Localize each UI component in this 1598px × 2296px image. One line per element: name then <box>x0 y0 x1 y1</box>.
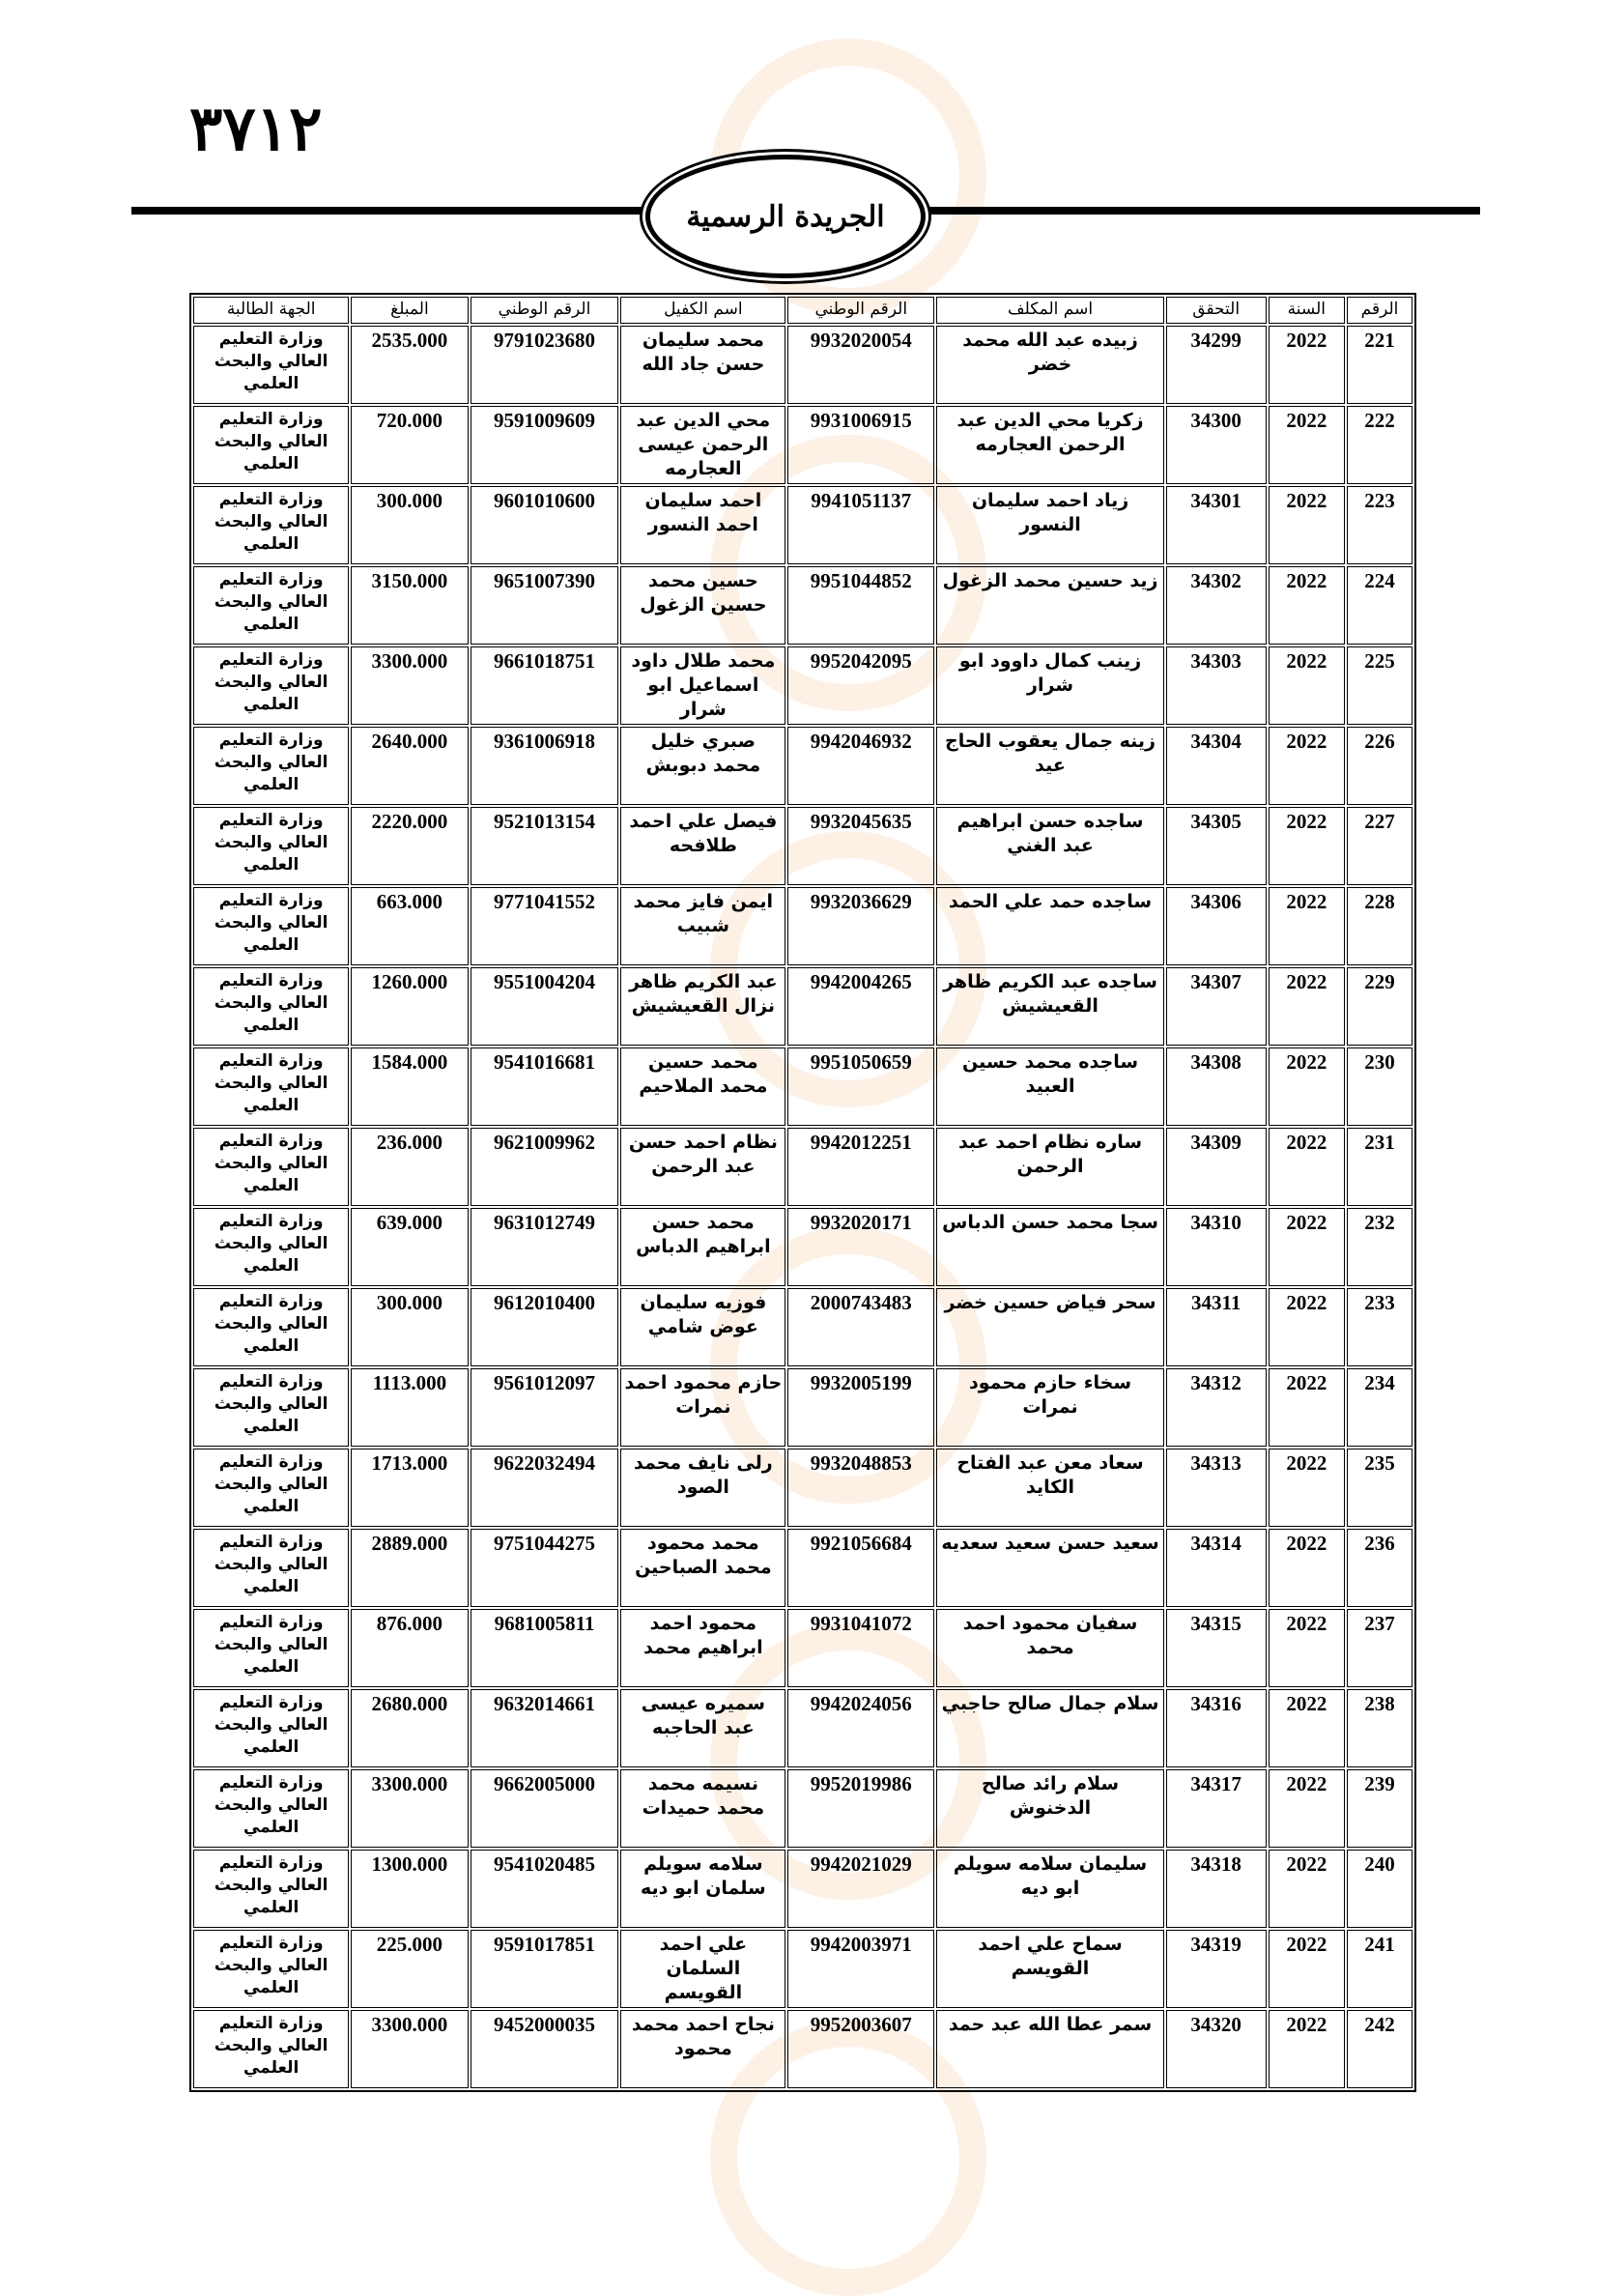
cell-guarantor-name: محمد طلال داود اسماعيل ابو شرار <box>620 646 785 725</box>
table-row <box>193 1128 1413 1206</box>
table-row <box>193 566 1413 645</box>
cell-guarantor-national-id: 9622032494 <box>471 1449 619 1527</box>
cell-year: 2022 <box>1269 406 1346 484</box>
cell-requesting-entity: وزارة التعليم العالي والبحث العلمي <box>193 1449 349 1527</box>
cell-row-number: 227 <box>1347 807 1413 885</box>
cell-debtor-name: ساجده حمد علي الحمد <box>936 887 1164 965</box>
cell-year: 2022 <box>1269 1850 1346 1928</box>
cell-year: 2022 <box>1269 486 1346 564</box>
cell-guarantor-name: رلى نايف محمد الصود <box>620 1449 785 1527</box>
cell-debtor-name: زياد احمد سليمان النسور <box>936 486 1164 564</box>
cell-row-number: 222 <box>1347 406 1413 484</box>
cell-verification: 34320 <box>1166 2010 1267 2088</box>
cell-year: 2022 <box>1269 566 1346 645</box>
cell-debtor-name: زيد حسين محمد الزغول <box>936 566 1164 645</box>
cell-row-number: 232 <box>1347 1208 1413 1286</box>
cell-verification: 34309 <box>1166 1128 1267 1206</box>
cell-debtor-name: ساجده محمد حسين العبيد <box>936 1048 1164 1126</box>
header-guarantor-name: اسم الكفيل <box>620 297 785 324</box>
cell-guarantor-national-id: 9591009609 <box>471 406 619 484</box>
cell-row-number: 231 <box>1347 1128 1413 1206</box>
cell-requesting-entity: وزارة التعليم العالي والبحث العلمي <box>193 1529 349 1607</box>
header-year: السنة <box>1269 297 1346 324</box>
cell-debtor-national-id: 9951044852 <box>787 566 934 645</box>
cell-debtor-name: سليمان سلامه سويلم ابو ديه <box>936 1850 1164 1928</box>
cell-debtor-name: سلام رائد صالح الدخنوش <box>936 1769 1164 1848</box>
cell-guarantor-national-id: 9551004204 <box>471 967 619 1046</box>
cell-verification: 34305 <box>1166 807 1267 885</box>
cell-guarantor-national-id: 9771041552 <box>471 887 619 965</box>
cell-debtor-name: زينه جمال يعقوب الحاج عيد <box>936 727 1164 805</box>
cell-amount: 300.000 <box>351 1288 468 1366</box>
cell-debtor-national-id: 9942024056 <box>787 1689 934 1767</box>
cell-row-number: 236 <box>1347 1529 1413 1607</box>
cell-requesting-entity: وزارة التعليم العالي والبحث العلمي <box>193 1208 349 1286</box>
cell-amount: 720.000 <box>351 406 468 484</box>
cell-debtor-national-id: 9932036629 <box>787 887 934 965</box>
cell-year: 2022 <box>1269 1208 1346 1286</box>
cell-verification: 34299 <box>1166 326 1267 404</box>
cell-row-number: 241 <box>1347 1930 1413 2008</box>
cell-amount: 1713.000 <box>351 1449 468 1527</box>
cell-guarantor-name: صبري خليل محمد دبوبش <box>620 727 785 805</box>
cell-guarantor-name: محمد حسين محمد الملاحيم <box>620 1048 785 1126</box>
cell-year: 2022 <box>1269 1769 1346 1848</box>
cell-year: 2022 <box>1269 1689 1346 1767</box>
cell-debtor-name: سفيان محمود احمد محمد <box>936 1609 1164 1687</box>
cell-guarantor-national-id: 9791023680 <box>471 326 619 404</box>
cell-debtor-national-id: 9932020171 <box>787 1208 934 1286</box>
cell-amount: 1300.000 <box>351 1850 468 1928</box>
cell-row-number: 239 <box>1347 1769 1413 1848</box>
cell-year: 2022 <box>1269 727 1346 805</box>
cell-guarantor-national-id: 9521013154 <box>471 807 619 885</box>
cell-debtor-national-id: 2000743483 <box>787 1288 934 1366</box>
cell-row-number: 229 <box>1347 967 1413 1046</box>
cell-requesting-entity: وزارة التعليم العالي والبحث العلمي <box>193 486 349 564</box>
cell-guarantor-national-id: 9612010400 <box>471 1288 619 1366</box>
page-number: ٣٧١٢ <box>189 93 323 165</box>
cell-requesting-entity: وزارة التعليم العالي والبحث العلمي <box>193 566 349 645</box>
cell-amount: 300.000 <box>351 486 468 564</box>
table-row <box>193 807 1413 885</box>
cell-debtor-national-id: 9942004265 <box>787 967 934 1046</box>
cell-amount: 876.000 <box>351 1609 468 1687</box>
publication-title: الجريدة الرسمية <box>686 199 885 234</box>
cell-year: 2022 <box>1269 1128 1346 1206</box>
cell-guarantor-national-id: 9661018751 <box>471 646 619 725</box>
cell-row-number: 226 <box>1347 727 1413 805</box>
cell-verification: 34319 <box>1166 1930 1267 2008</box>
table-row <box>193 406 1413 484</box>
table-row <box>193 727 1413 805</box>
cell-guarantor-name: سلامه سويلم سلمان ابو ديه <box>620 1850 785 1928</box>
cell-requesting-entity: وزارة التعليم العالي والبحث العلمي <box>193 646 349 725</box>
cell-amount: 663.000 <box>351 887 468 965</box>
cell-guarantor-name: محمد حسن ابراهيم الدباس <box>620 1208 785 1286</box>
table-row <box>193 1368 1413 1447</box>
header-row-number: الرقم <box>1347 297 1413 324</box>
cell-requesting-entity: وزارة التعليم العالي والبحث العلمي <box>193 807 349 885</box>
cell-requesting-entity: وزارة التعليم العالي والبحث العلمي <box>193 2010 349 2088</box>
cell-verification: 34304 <box>1166 727 1267 805</box>
cell-debtor-national-id: 9952042095 <box>787 646 934 725</box>
cell-amount: 3300.000 <box>351 2010 468 2088</box>
cell-amount: 1260.000 <box>351 967 468 1046</box>
cell-debtor-national-id: 9951050659 <box>787 1048 934 1126</box>
cell-amount: 2889.000 <box>351 1529 468 1607</box>
cell-year: 2022 <box>1269 1449 1346 1527</box>
cell-row-number: 223 <box>1347 486 1413 564</box>
cell-debtor-national-id: 9941051137 <box>787 486 934 564</box>
cell-debtor-name: زكريا محي الدين عبد الرحمن العجارمه <box>936 406 1164 484</box>
cell-requesting-entity: وزارة التعليم العالي والبحث العلمي <box>193 326 349 404</box>
cell-amount: 639.000 <box>351 1208 468 1286</box>
table-row <box>193 967 1413 1046</box>
cell-guarantor-national-id: 9361006918 <box>471 727 619 805</box>
cell-row-number: 221 <box>1347 326 1413 404</box>
cell-guarantor-national-id: 9452000035 <box>471 2010 619 2088</box>
cell-verification: 34317 <box>1166 1769 1267 1848</box>
cell-row-number: 224 <box>1347 566 1413 645</box>
cell-requesting-entity: وزارة التعليم العالي والبحث العلمي <box>193 1930 349 2008</box>
cell-debtor-national-id: 9942012251 <box>787 1128 934 1206</box>
cell-guarantor-national-id: 9561012097 <box>471 1368 619 1447</box>
cell-debtor-national-id: 9931041072 <box>787 1609 934 1687</box>
cell-verification: 34300 <box>1166 406 1267 484</box>
cell-year: 2022 <box>1269 1529 1346 1607</box>
cell-guarantor-name: حسين محمد حسين الزغول <box>620 566 785 645</box>
judgments-table <box>189 293 1416 2092</box>
cell-verification: 34313 <box>1166 1449 1267 1527</box>
header-amount: المبلغ <box>351 297 468 324</box>
cell-requesting-entity: وزارة التعليم العالي والبحث العلمي <box>193 887 349 965</box>
cell-guarantor-name: نظام احمد حسن عبد الرحمن <box>620 1128 785 1206</box>
cell-debtor-national-id: 9942021029 <box>787 1850 934 1928</box>
cell-amount: 225.000 <box>351 1930 468 2008</box>
cell-debtor-name: ساره نظام احمد عبد الرحمن <box>936 1128 1164 1206</box>
cell-debtor-national-id: 9952019986 <box>787 1769 934 1848</box>
cell-year: 2022 <box>1269 646 1346 725</box>
cell-year: 2022 <box>1269 807 1346 885</box>
table-row <box>193 1930 1413 2008</box>
cell-debtor-national-id: 9942046932 <box>787 727 934 805</box>
cell-debtor-national-id: 9942003971 <box>787 1930 934 2008</box>
cell-year: 2022 <box>1269 967 1346 1046</box>
cell-guarantor-name: ايمن فايز محمد شبيب <box>620 887 785 965</box>
cell-guarantor-name: محمود احمد ابراهيم محمد <box>620 1609 785 1687</box>
cell-debtor-name: زينب كمال داوود ابو شرار <box>936 646 1164 725</box>
cell-debtor-national-id: 9932045635 <box>787 807 934 885</box>
cell-requesting-entity: وزارة التعليم العالي والبحث العلمي <box>193 1609 349 1687</box>
cell-amount: 3300.000 <box>351 646 468 725</box>
cell-verification: 34307 <box>1166 967 1267 1046</box>
cell-debtor-name: سجا محمد حسن الدباس <box>936 1208 1164 1286</box>
cell-requesting-entity: وزارة التعليم العالي والبحث العلمي <box>193 1048 349 1126</box>
cell-debtor-name: سمر عطا الله عبد حمد <box>936 2010 1164 2088</box>
cell-year: 2022 <box>1269 2010 1346 2088</box>
cell-amount: 2220.000 <box>351 807 468 885</box>
header-debtor-national-id: الرقم الوطني <box>787 297 934 324</box>
table-row <box>193 646 1413 725</box>
cell-verification: 34301 <box>1166 486 1267 564</box>
cell-requesting-entity: وزارة التعليم العالي والبحث العلمي <box>193 1769 349 1848</box>
cell-row-number: 237 <box>1347 1609 1413 1687</box>
cell-verification: 34310 <box>1166 1208 1267 1286</box>
cell-row-number: 233 <box>1347 1288 1413 1366</box>
cell-year: 2022 <box>1269 1368 1346 1447</box>
publication-title-oval <box>645 155 926 278</box>
cell-verification: 34312 <box>1166 1368 1267 1447</box>
cell-guarantor-name: محمد محمود محمد الصباحين <box>620 1529 785 1607</box>
cell-verification: 34302 <box>1166 566 1267 645</box>
header-debtor-name: اسم المكلف <box>936 297 1164 324</box>
cell-guarantor-national-id: 9591017851 <box>471 1930 619 2008</box>
cell-debtor-name: سلام جمال صالح حاجبي <box>936 1689 1164 1767</box>
cell-row-number: 234 <box>1347 1368 1413 1447</box>
cell-guarantor-name: احمد سليمان احمد النسور <box>620 486 785 564</box>
cell-guarantor-name: فيصل علي احمد طلافحه <box>620 807 785 885</box>
cell-amount: 2640.000 <box>351 727 468 805</box>
cell-guarantor-name: فوزيه سليمان عوض شامي <box>620 1288 785 1366</box>
cell-amount: 1584.000 <box>351 1048 468 1126</box>
cell-requesting-entity: وزارة التعليم العالي والبحث العلمي <box>193 1288 349 1366</box>
cell-guarantor-national-id: 9631012749 <box>471 1208 619 1286</box>
cell-row-number: 230 <box>1347 1048 1413 1126</box>
table-row <box>193 486 1413 564</box>
cell-year: 2022 <box>1269 1609 1346 1687</box>
table-row <box>193 1689 1413 1767</box>
cell-verification: 34315 <box>1166 1609 1267 1687</box>
cell-debtor-name: سعاد معن عبد الفتاح الكايد <box>936 1449 1164 1527</box>
cell-guarantor-national-id: 9601010600 <box>471 486 619 564</box>
cell-amount: 2535.000 <box>351 326 468 404</box>
cell-requesting-entity: وزارة التعليم العالي والبحث العلمي <box>193 1689 349 1767</box>
table-row <box>193 1208 1413 1286</box>
cell-guarantor-national-id: 9621009962 <box>471 1128 619 1206</box>
table-body <box>193 326 1413 2088</box>
cell-debtor-national-id: 9921056684 <box>787 1529 934 1607</box>
cell-debtor-name: سعيد حسن سعيد سعديه <box>936 1529 1164 1607</box>
table-row <box>193 1850 1413 1928</box>
cell-guarantor-national-id: 9632014661 <box>471 1689 619 1767</box>
cell-verification: 34311 <box>1166 1288 1267 1366</box>
cell-guarantor-national-id: 9651007390 <box>471 566 619 645</box>
table-row <box>193 1609 1413 1687</box>
cell-guarantor-name: سميره عيسى عبد الحاجبه <box>620 1689 785 1767</box>
cell-guarantor-national-id: 9662005000 <box>471 1769 619 1848</box>
table-row <box>193 2010 1413 2088</box>
cell-requesting-entity: وزارة التعليم العالي والبحث العلمي <box>193 406 349 484</box>
cell-verification: 34316 <box>1166 1689 1267 1767</box>
cell-guarantor-national-id: 9681005811 <box>471 1609 619 1687</box>
table-header-row <box>193 297 1413 324</box>
cell-verification: 34314 <box>1166 1529 1267 1607</box>
cell-guarantor-name: حازم محمود احمد نمرات <box>620 1368 785 1447</box>
cell-debtor-name: زبيده عبد الله محمد خضر <box>936 326 1164 404</box>
cell-debtor-name: ساجده حسن ابراهيم عبد الغني <box>936 807 1164 885</box>
table-row <box>193 887 1413 965</box>
cell-year: 2022 <box>1269 326 1346 404</box>
cell-requesting-entity: وزارة التعليم العالي والبحث العلمي <box>193 1128 349 1206</box>
cell-debtor-name: سخاء حازم محمود نمرات <box>936 1368 1164 1447</box>
header-verification: التحقق <box>1166 297 1267 324</box>
header-guarantor-national-id: الرقم الوطني <box>471 297 619 324</box>
cell-verification: 34318 <box>1166 1850 1267 1928</box>
cell-verification: 34303 <box>1166 646 1267 725</box>
cell-requesting-entity: وزارة التعليم العالي والبحث العلمي <box>193 1368 349 1447</box>
table-row <box>193 1288 1413 1366</box>
table-row <box>193 1769 1413 1848</box>
cell-year: 2022 <box>1269 887 1346 965</box>
cell-guarantor-name: نسيمه محمد محمد حميدات <box>620 1769 785 1848</box>
table-row <box>193 326 1413 404</box>
cell-row-number: 225 <box>1347 646 1413 725</box>
cell-year: 2022 <box>1269 1288 1346 1366</box>
cell-year: 2022 <box>1269 1048 1346 1126</box>
cell-debtor-national-id: 9931006915 <box>787 406 934 484</box>
cell-year: 2022 <box>1269 1930 1346 2008</box>
cell-guarantor-name: علي احمد السلمان القويسم <box>620 1930 785 2008</box>
cell-requesting-entity: وزارة التعليم العالي والبحث العلمي <box>193 1850 349 1928</box>
cell-row-number: 235 <box>1347 1449 1413 1527</box>
cell-guarantor-name: نجاح احمد محمد محمود <box>620 2010 785 2088</box>
cell-guarantor-national-id: 9751044275 <box>471 1529 619 1607</box>
cell-guarantor-name: محمد سليمان حسن جاد الله <box>620 326 785 404</box>
cell-row-number: 242 <box>1347 2010 1413 2088</box>
cell-guarantor-national-id: 9541020485 <box>471 1850 619 1928</box>
cell-amount: 3150.000 <box>351 566 468 645</box>
cell-amount: 236.000 <box>351 1128 468 1206</box>
cell-row-number: 240 <box>1347 1850 1413 1928</box>
cell-requesting-entity: وزارة التعليم العالي والبحث العلمي <box>193 727 349 805</box>
table-row <box>193 1048 1413 1126</box>
cell-amount: 1113.000 <box>351 1368 468 1447</box>
cell-debtor-name: ساجده عبد الكريم ظاهر القعيشيش <box>936 967 1164 1046</box>
cell-verification: 34308 <box>1166 1048 1267 1126</box>
cell-debtor-name: سحر فياض حسين خضر <box>936 1288 1164 1366</box>
cell-guarantor-name: محي الدين عبد الرحمن عيسى العجارمه <box>620 406 785 484</box>
cell-guarantor-name: عبد الكريم ظاهر نزال القعيشيش <box>620 967 785 1046</box>
header-requesting-entity: الجهة الطالبة <box>193 297 349 324</box>
cell-requesting-entity: وزارة التعليم العالي والبحث العلمي <box>193 967 349 1046</box>
cell-debtor-national-id: 9932048853 <box>787 1449 934 1527</box>
cell-row-number: 238 <box>1347 1689 1413 1767</box>
cell-amount: 3300.000 <box>351 1769 468 1848</box>
cell-debtor-name: سماح علي احمد القويسم <box>936 1930 1164 2008</box>
cell-verification: 34306 <box>1166 887 1267 965</box>
table-row <box>193 1529 1413 1607</box>
cell-guarantor-national-id: 9541016681 <box>471 1048 619 1126</box>
cell-debtor-national-id: 9932020054 <box>787 326 934 404</box>
table-row <box>193 1449 1413 1527</box>
cell-amount: 2680.000 <box>351 1689 468 1767</box>
cell-row-number: 228 <box>1347 887 1413 965</box>
cell-debtor-national-id: 9952003607 <box>787 2010 934 2088</box>
cell-debtor-national-id: 9932005199 <box>787 1368 934 1447</box>
